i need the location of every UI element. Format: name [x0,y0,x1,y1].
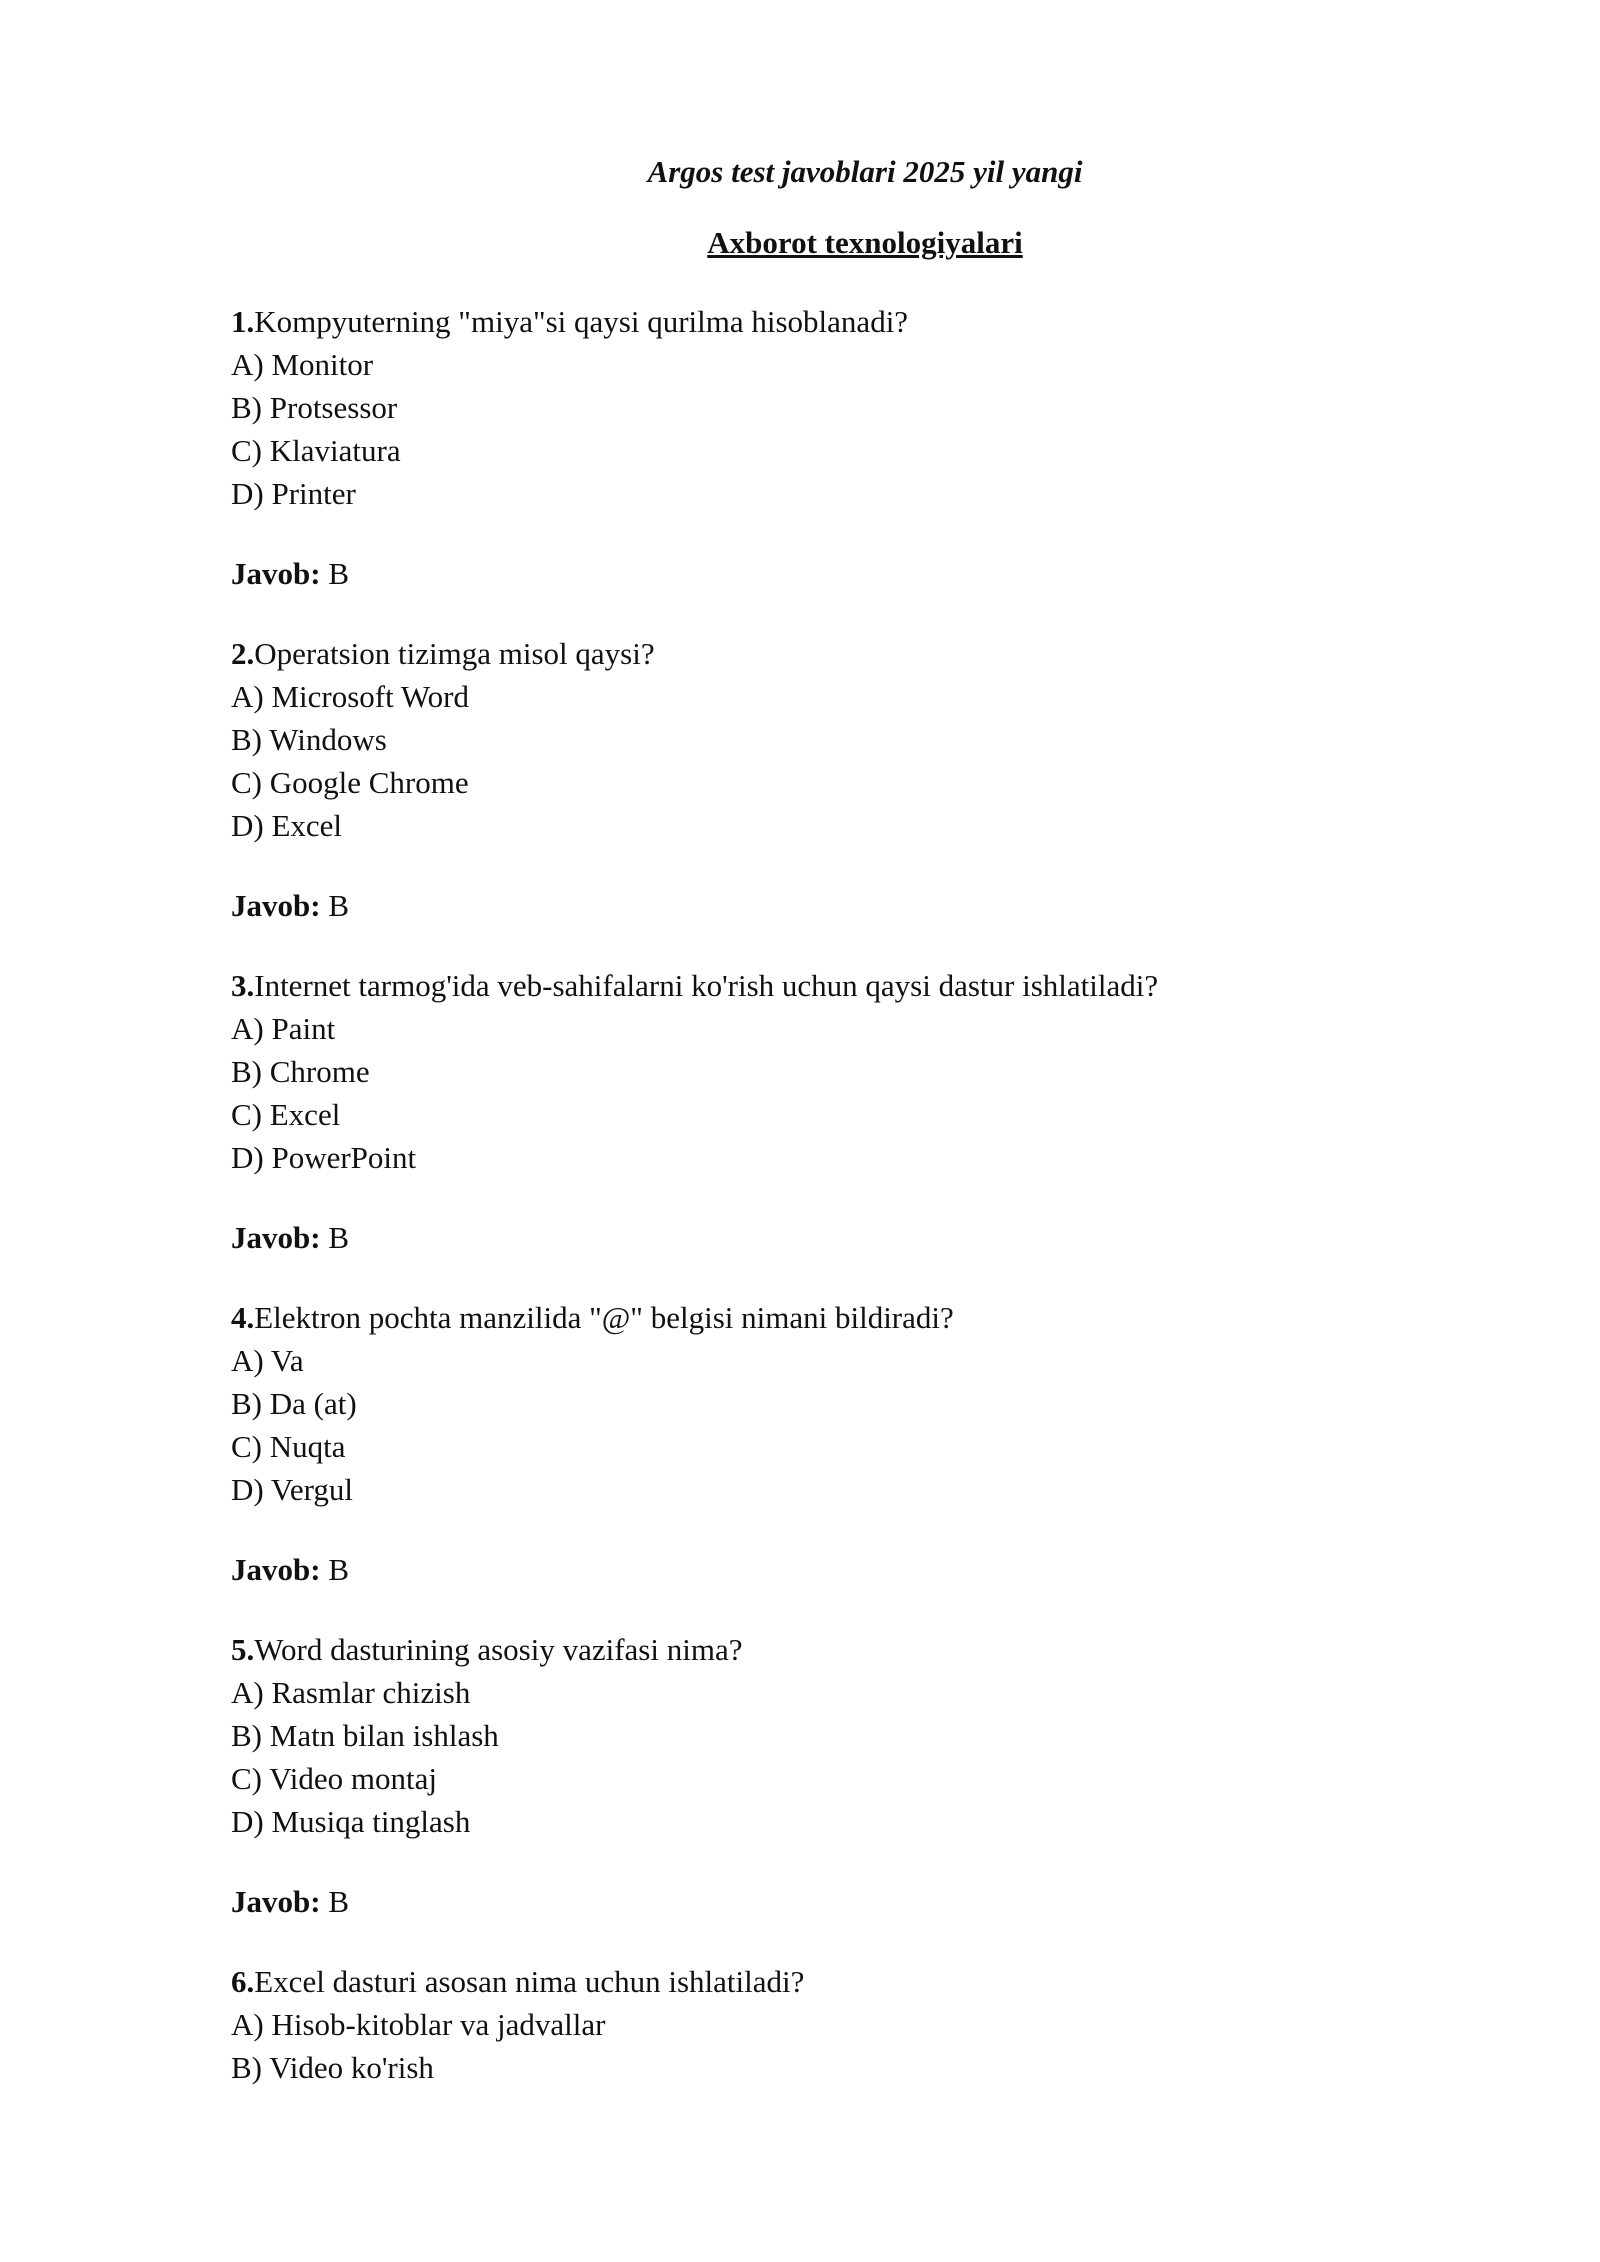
question-text-row [231,1960,1531,2003]
option-b: B) Chrome [231,1054,370,1089]
option-a: A) Hisob-kitoblar va jadvallar [231,2007,606,2042]
option-d: D) PowerPoint [231,1140,417,1175]
option-c: C) Nuqta [231,1429,346,1464]
option-a: A) Monitor [231,347,374,382]
answer-value: B [328,1220,350,1255]
document-subtitle: Axborot texnologiyalari [707,225,1023,260]
question-2 [231,632,1531,927]
option-list [231,1007,1531,1179]
question-list [231,300,1531,2126]
answer-label: Javob: [231,888,321,923]
question-text-row [231,1628,1531,1671]
question-1 [231,300,1531,595]
option-d: D) Musiqa tinglash [231,1804,471,1839]
question-number: 4. [231,1300,255,1335]
option-a: A) Va [231,1343,304,1378]
option-c: C) Klaviatura [231,433,401,468]
question-text: Internet tarmog'ida veb-sahifalarni ko'rish uchun qaysi dastur ishlatiladi? [254,968,1159,1003]
option-c: C) Excel [231,1097,341,1132]
option-d: D) Vergul [231,1472,353,1507]
option-a: A) Paint [231,1011,336,1046]
option-b: B) Windows [231,722,387,757]
answer-label: Javob: [231,556,321,591]
question-text: Elektron pochta manzilida "@" belgisi nimani bildiradi? [254,1300,954,1335]
answer-label: Javob: [231,1220,321,1255]
answer-line [231,1216,1531,1259]
option-list [231,343,1531,515]
question-3 [231,964,1531,1259]
option-list [231,2003,1531,2089]
option-b: B) Video ko'rish [231,2050,434,2085]
answer-value: B [328,1884,350,1919]
option-a: A) Microsoft Word [231,679,470,714]
question-text-row [231,1296,1531,1339]
answer-label: Javob: [231,1884,321,1919]
option-list [231,675,1531,847]
option-b: B) Protsessor [231,390,398,425]
answer-value: B [328,556,350,591]
question-number: 6. [231,1964,255,1999]
answer-line [231,1880,1531,1923]
option-b: B) Matn bilan ishlash [231,1718,499,1753]
question-4 [231,1296,1531,1591]
answer-line [231,552,1531,595]
question-text: Kompyuterning "miya"si qaysi qurilma hisoblanadi? [254,304,909,339]
question-number: 5. [231,1632,255,1667]
question-number: 3. [231,968,255,1003]
question-text: Operatsion tizimga misol qaysi? [254,636,655,671]
question-text-row [231,300,1531,343]
answer-line [231,884,1531,927]
question-5 [231,1628,1531,1923]
question-text: Excel dasturi asosan nima uchun ishlatiladi? [254,1964,805,1999]
answer-label: Javob: [231,1552,321,1587]
option-d: D) Printer [231,476,356,511]
option-list [231,1339,1531,1511]
option-list [231,1671,1531,1843]
answer-value: B [328,1552,350,1587]
answer-value: B [328,888,350,923]
document-title: Argos test javoblari 2025 yil yangi [647,154,1083,189]
question-6 [231,1960,1531,2089]
question-number: 2. [231,636,255,671]
option-b: B) Da (at) [231,1386,357,1421]
option-c: C) Google Chrome [231,765,469,800]
answer-line [231,1548,1531,1591]
question-text-row [231,632,1531,675]
option-d: D) Excel [231,808,343,843]
question-number: 1. [231,304,255,339]
question-text: Word dasturining asosiy vazifasi nima? [254,1632,743,1667]
option-c: C) Video montaj [231,1761,437,1796]
option-a: A) Rasmlar chizish [231,1675,471,1710]
question-text-row [231,964,1531,1007]
